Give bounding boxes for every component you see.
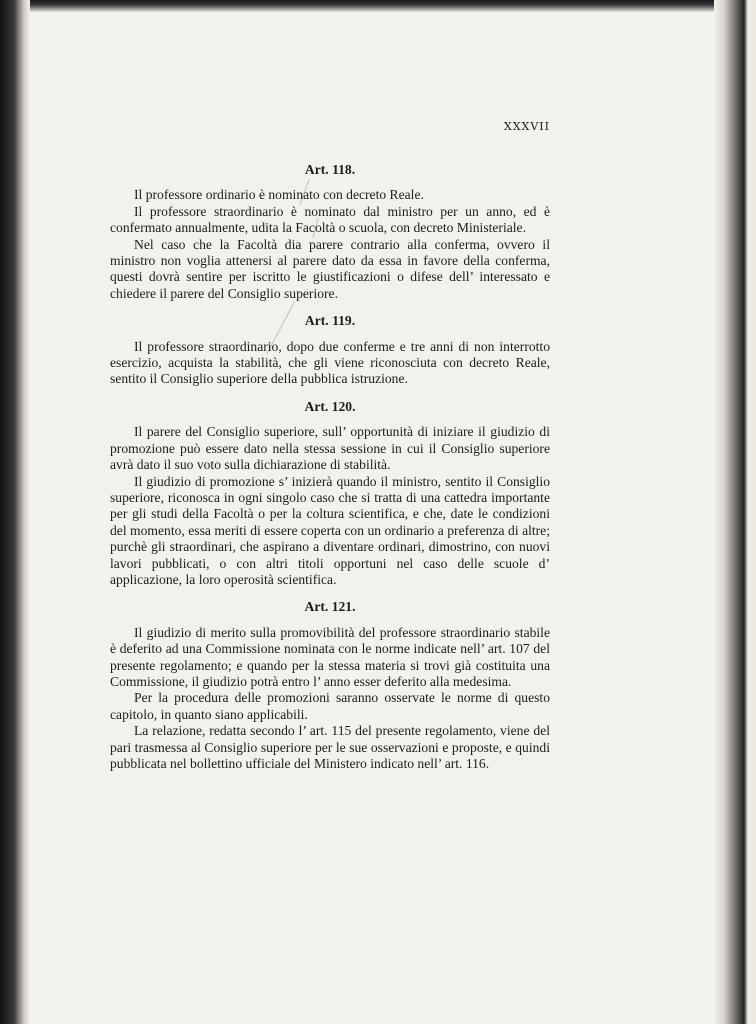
document-page — [110, 112, 550, 912]
paragraph: Il professore straordinario, dopo due conferme e tre anni di non interrotto esercizio, acquista la stabilità, che gli viene riconosciuta con decreto Reale, sentito il Consiglio superiore della pubblica istruzione. — [110, 338, 550, 387]
paragraph: Il parere del Consiglio superiore, sull’ opportunità di iniziare il giudizio di promozione può essere dato nella stessa sessione in cui il Consiglio superiore avrà dato il suo voto sulla dichiarazione di stabilità. — [110, 424, 550, 473]
article-heading: Art. 120. — [304, 398, 356, 414]
document-content — [110, 162, 550, 783]
article-body — [110, 339, 550, 388]
article-heading: Art. 119. — [304, 313, 356, 329]
article-118 — [110, 162, 550, 302]
article-body — [110, 625, 550, 773]
scan-edge-top — [0, 0, 756, 12]
paragraph: La relazione, redatta secondo l’ art. 115 del presente regolamento, viene del pari trasmessa al Consiglio superiore per le sue osservazioni e proposte, e quindi pubblicata nel bollettino ufficiale del Ministero indicato nell’ art. 116. — [110, 723, 550, 771]
scan-edge-right — [714, 0, 756, 1024]
article-heading: Art. 121. — [304, 599, 356, 615]
page-number: XXXVII — [503, 120, 550, 133]
paragraph: Per la procedura delle promozioni saranno osservate le norme di questo capitolo, in quanto siano applicabili. — [110, 690, 550, 722]
article-119 — [110, 313, 550, 388]
paragraph: Nel caso che la Facoltà dia parere contrario alla conferma, ovvero il ministro non voglia attenersi al parere dato da essa in favore della conferma, questi dovrà sentire per iscritto le giustificazioni o difese dell’ interessato e chiedere il parere del Consiglio superiore. — [110, 236, 550, 301]
article-120 — [110, 399, 550, 588]
article-body — [110, 424, 550, 588]
paragraph: Il giudizio di promozione s’ inizierà quando il ministro, sentito il Consiglio superiore, riconosca in ogni singolo caso che si tratta di una cattedra importante per gli studi della Facoltà o per la coltura scientifica, e che, date le condizioni del momento, essa meriti di essere coperta con un ordinario a preferenza di altre; purchè gli straordinari, che aspirano a diventare ordinari, dimostrino, con nuovi lavori pubblicati, o con altri titoli opportuni nel caso delle scuole d’ applicazione, la loro operosità scientifica. — [110, 473, 550, 587]
paragraph: Il giudizio di merito sulla promovibilità del professore straordinario stabile è deferito ad una Commissione nominata con le norme indicate nell’ art. 107 del presente regolamento; e quando per la stessa materia si trovi già costituita una Commissione, il giudizio potrà entro l’ anno esser deferito alla medesima. — [110, 624, 550, 689]
paragraph: Il professore ordinario è nominato con decreto Reale. — [134, 187, 424, 203]
article-body — [110, 187, 550, 302]
article-heading: Art. 118. — [304, 162, 356, 177]
paragraph: Il professore straordinario è nominato dal ministro per un anno, ed è confermato annualmente, udita la Facoltà o scuola, con decreto Ministeriale. — [110, 203, 550, 236]
scan-edge-left — [0, 0, 30, 1024]
article-121 — [110, 599, 550, 772]
